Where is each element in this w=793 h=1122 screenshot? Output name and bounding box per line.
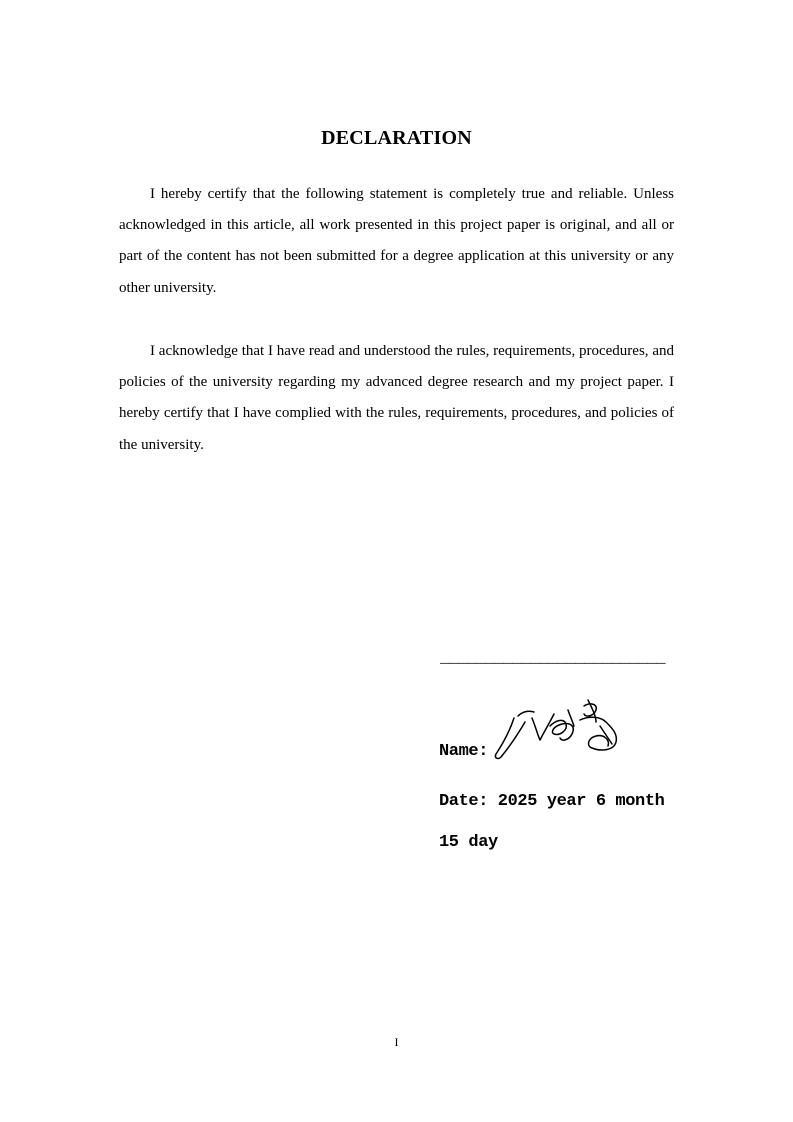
page-title: DECLARATION bbox=[321, 127, 472, 149]
declaration-paragraph-1: I hereby certify that the following statement is completely true and reliable. Unless acknowledged in this article, all work presented in this project paper is original, and all or part of the content has not been submitted for a degree application at this university or any other university. bbox=[119, 186, 674, 296]
name-label: Name: bbox=[439, 742, 489, 761]
handwritten-signature bbox=[492, 696, 628, 764]
declaration-paragraph-2: I acknowledge that I have read and understood the rules, requirements, procedures, and policies of the university regarding my advanced degree research and my project paper. I hereby certify that I have complied with the rules, requirements, procedures, and policies of the university. bbox=[119, 343, 674, 453]
signature-date: Date: 2025 year 6 month 15 day bbox=[439, 792, 665, 852]
signature-line: _________________________ bbox=[440, 649, 666, 667]
page-number: I bbox=[394, 1035, 399, 1049]
